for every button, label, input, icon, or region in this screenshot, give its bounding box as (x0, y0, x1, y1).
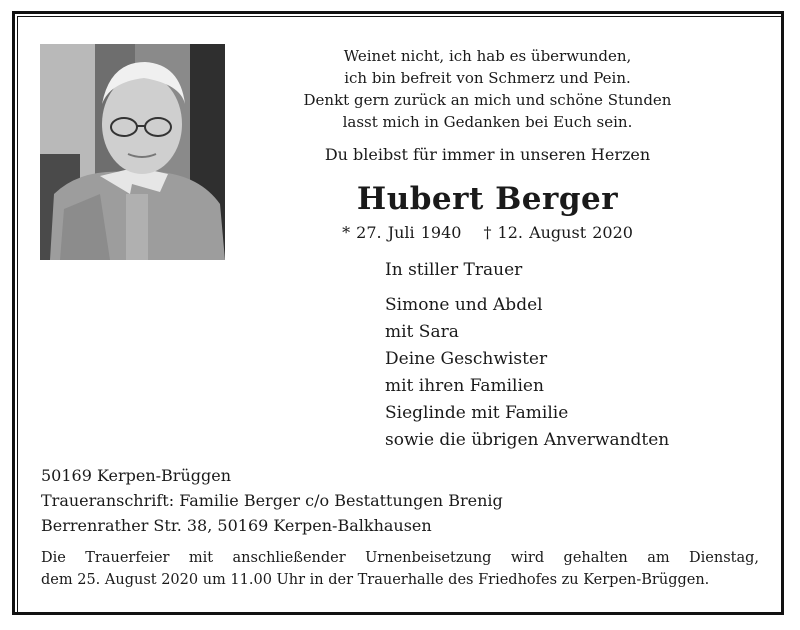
mourner-line: sowie die übrigen Anverwandten (385, 430, 670, 450)
mourner-line: Sieglinde mit Familie (385, 403, 569, 423)
address-line: 50169 Kerpen-Brüggen (41, 466, 232, 485)
poem-line: Weinet nicht, ich hab es überwunden, (343, 47, 632, 65)
poem-line: ich bin befreit von Schmerz und Pein. (344, 69, 631, 87)
address-line: Berrenrather Str. 38, 50169 Kerpen-Balkhausen (41, 516, 432, 535)
birth-date: * 27. Juli 1940 (342, 223, 462, 242)
heart-line: Du bleibst für immer in unseren Herzen (324, 145, 651, 164)
mourner-line: mit ihren Familien (385, 376, 544, 396)
notice-line-2: dem 25. August 2020 um 11.00 Uhr in der Trauerhalle des Friedhofes zu Kerpen-Brüggen. (41, 572, 710, 588)
funeral-notice (41, 547, 759, 591)
notice-line-1: Die Trauerfeier mit anschließender Urnenbeisetzung wird gehalten am Dienstag, (41, 550, 759, 566)
life-dates (250, 223, 725, 242)
poem-line: Denkt gern zurück an mich und schöne Stunden (303, 91, 672, 109)
address-block (41, 463, 503, 538)
portrait-photo (40, 44, 225, 260)
mourner-line: Deine Geschwister (385, 349, 548, 369)
death-date: † 12. August 2020 (483, 223, 633, 242)
poem-line: lasst mich in Gedanken bei Euch sein. (342, 113, 633, 131)
poem (250, 45, 725, 133)
mourners-list (385, 292, 669, 454)
deceased-name: Hubert Berger (356, 181, 619, 217)
address-line: Traueranschrift: Familie Berger c/o Bestattungen Brenig (41, 491, 503, 510)
mourner-line: Simone und Abdel (385, 295, 543, 315)
mourner-line: mit Sara (385, 322, 459, 342)
mourning-intro: In stiller Trauer (385, 260, 523, 280)
